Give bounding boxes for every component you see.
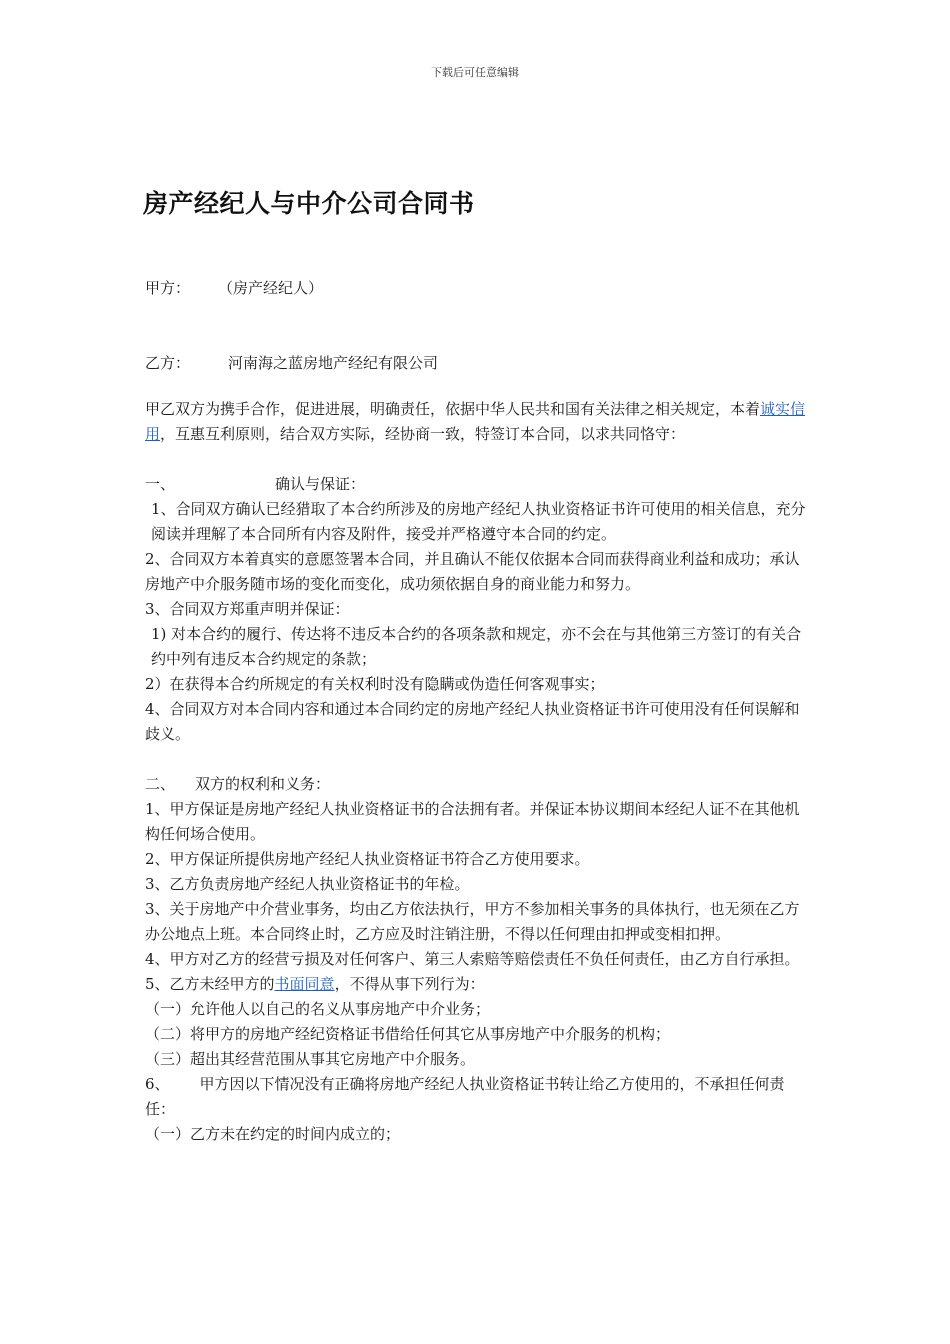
written-consent-link[interactable]: 书面同意 [274,975,335,993]
section1-title: 确认与保证： [275,475,366,493]
integrity-link[interactable]: 诚实信用 [145,400,806,443]
intro-text-2: ，互惠互利原则，结合双方实际，经协商一致，特签订本合同，以求共同恪守： [160,425,686,443]
intro-paragraph [145,397,810,447]
section1-item: 2、合同双方本着真实的意愿签署本合同，并且确认不能仅依据本合同而获得商业利益和成功；承认房地产中介服务随市场的变化而变化，成功须依据自身的商业能力和努力。 [145,550,800,593]
section1-item: 3、合同双方郑重声明并保证： [145,600,350,618]
party-a-label: 甲方： [145,279,191,297]
section2-item: 1、甲方保证是房地产经纪人执业资格证书的合法拥有者。并保证本协议期间本经纪人证不在其他机构任何场合使用。 [145,800,800,843]
section2-item5 [145,972,810,997]
section2-heading [145,772,810,797]
intro-text-1: 甲乙双方为携手合作，促进进展，明确责任，依据中华人民共和国有关法律之相关规定，本着 [145,400,761,418]
contract-body [145,397,810,1147]
section2-sub-item: （二）将甲方的房地产经纪资格证书借给任何其它从事房地产中介服务的机构； [145,1025,671,1043]
section2-item: 3、关于房地产中介营业事务，均由乙方依法执行，甲方不参加相关事务的具体执行，也无须在乙方办公地点上班。本合同终止时，乙方应及时注销注册，不得以任何理由扣押或变相扣押。 [145,900,800,943]
party-b-label: 乙方： [145,354,191,372]
section2-title: 双方的权利和义务： [195,775,331,793]
section2-item6-sub: （一）乙方未在约定的时间内成立的； [145,1125,401,1143]
section1-item: 1) 对本合约的履行、传达将不违反本合约的各项条款和规定，亦不会在与其他第三方签订的有关合约中列有违反本合约规定的条款； [151,625,802,668]
section1-item: 2）在获得本合约所规定的有关权利时没有隐瞒或伪造任何客观事实； [145,675,605,693]
item5-text-1: 5、乙方未经甲方的 [145,975,275,993]
page-header: 下载后可任意编辑 [431,66,519,79]
party-b-value: 河南海之蓝房地产经纪有限公司 [228,354,439,372]
party-a-line [145,277,323,298]
item6-number: 6、 [145,1075,170,1093]
document-title: 房产经纪人与中介公司合同书 [143,189,475,218]
party-b-line [145,352,438,373]
section2-item: 4、甲方对乙方的经营亏损及对任何客户、第三人索赔等赔偿责任不负任何责任，由乙方自行承担。 [145,950,800,968]
section1-heading [145,472,810,497]
section2-sub-item: （一）允许他人以自己的名义从事房地产中介业务； [145,1000,491,1018]
section2-number: 二、 [145,775,176,793]
section2-sub-item: （三）超出其经营范围从事其它房地产中介服务。 [145,1050,476,1068]
section1-number: 一、 [145,475,176,493]
item5-text-2: ，不得从事下列行为： [334,975,485,993]
section1-item: 1、合同双方确认已经猎取了本合约所涉及的房地产经纪人执业资格证书许可使用的相关信息，充分阅读并理解了本合同所有内容及附件，接受并严格遵守本合同的约定。 [151,500,806,543]
section2-item: 2、甲方保证所提供房地产经纪人执业资格证书符合乙方使用要求。 [145,850,590,868]
section1-item: 4、合同双方对本合同内容和通过本合同约定的房地产经纪人执业资格证书许可使用没有任何误解和歧义。 [145,700,800,743]
party-a-value: （房产经纪人） [218,279,324,297]
section2-item: 3、乙方负责房地产经纪人执业资格证书的年检。 [145,875,470,893]
section2-item6 [145,1072,810,1122]
item6-text: 甲方因以下情况没有正确将房地产经纪人执业资格证书转让给乙方使用的，不承担任何责任： [145,1075,785,1118]
